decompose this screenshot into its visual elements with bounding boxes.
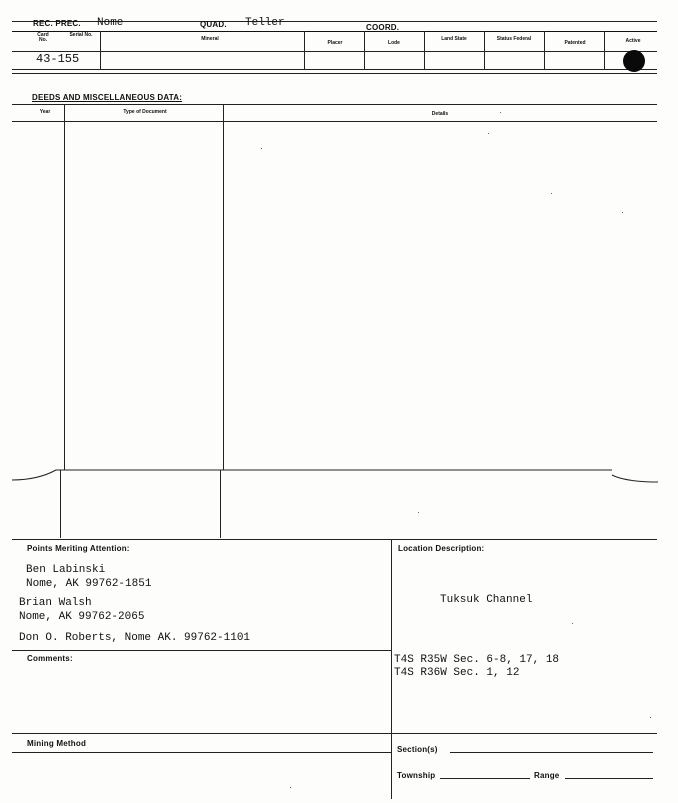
deeds-col-type: Type of Document (123, 109, 167, 115)
points-label: Points Meriting Attention: (27, 544, 130, 553)
mining-method-label: Mining Method (27, 739, 87, 748)
speck (572, 623, 573, 624)
hdr-div-1 (100, 31, 101, 69)
deeds-col-year: Year (39, 109, 51, 115)
speck (261, 148, 262, 149)
sections-label: Section(s) (397, 745, 438, 754)
mining-rule (12, 733, 391, 734)
row-bottom-2 (12, 73, 657, 74)
sections-field (450, 752, 653, 753)
card-no-value: 43-155 (36, 52, 80, 66)
deeds-div-2b (220, 470, 221, 538)
speck (650, 717, 651, 718)
rec-prec-label: REC. PREC. (33, 19, 81, 28)
location-place: Tuksuk Channel (440, 594, 533, 606)
location-label: Location Description: (398, 544, 485, 553)
col-patented: Patented (564, 40, 586, 46)
deeds-div-1 (64, 104, 65, 470)
township-field (440, 778, 530, 779)
points-line-4: Nome, AK 99762-2065 (19, 611, 145, 623)
points-line-2: Nome, AK 99762-1851 (26, 578, 152, 590)
deeds-div-1b (60, 470, 61, 538)
hdr-div-5 (484, 31, 485, 69)
col-land-state: Land State (441, 36, 467, 42)
township-label: Township (397, 771, 436, 780)
points-line-5: Don O. Roberts, Nome AK. 99762-1101 (19, 632, 251, 644)
speck (500, 112, 501, 113)
row-bottom (12, 69, 657, 70)
deeds-title: DEEDS AND MISCELLANEOUS DATA: (32, 93, 183, 102)
deeds-col-details: Details (431, 111, 449, 117)
bottom-divider (391, 539, 392, 799)
speck (622, 212, 623, 213)
mining-rule-2 (12, 752, 391, 753)
torn-line (0, 460, 678, 490)
col-active: Active (625, 38, 641, 44)
deeds-div-2 (223, 104, 224, 470)
hdr-div-3 (364, 31, 365, 69)
col-header-rule (12, 51, 657, 52)
header-rule (12, 31, 657, 32)
hdr-div-4 (424, 31, 425, 69)
hdr-div-7 (604, 31, 605, 69)
col-mineral: Mineral (201, 36, 219, 42)
comments-label: Comments: (27, 654, 73, 663)
location-legal-1: T4S R35W Sec. 6-8, 17, 18 (394, 654, 560, 666)
col-card-no: Card No. (37, 32, 49, 43)
range-field (565, 778, 653, 779)
speck (290, 787, 291, 788)
hdr-div-2 (304, 31, 305, 69)
deeds-header-rule (12, 121, 657, 122)
location-bottom-rule (391, 733, 657, 734)
speck (551, 193, 552, 194)
quad-value: Teller (245, 17, 285, 29)
bottom-top (12, 539, 657, 540)
points-line-3: Brian Walsh (19, 597, 92, 609)
col-status-federal: Status Federal (496, 36, 532, 42)
location-legal-2: T4S R36W Sec. 1, 12 (394, 667, 520, 679)
range-label: Range (534, 771, 560, 780)
coord-label: COORD. (366, 23, 400, 32)
col-serial-no: Serial No. (69, 32, 93, 38)
hdr-div-6 (544, 31, 545, 69)
rec-prec-value: Nome (97, 17, 124, 29)
points-line-1: Ben Labinski (26, 564, 106, 576)
speck (488, 133, 489, 134)
quad-label: QUAD. (200, 20, 227, 29)
deeds-top (12, 104, 657, 105)
active-marker (623, 50, 645, 72)
speck (418, 512, 419, 513)
comments-rule (12, 650, 391, 651)
col-lode: Lode (388, 40, 400, 46)
col-placer: Placer (327, 40, 343, 46)
